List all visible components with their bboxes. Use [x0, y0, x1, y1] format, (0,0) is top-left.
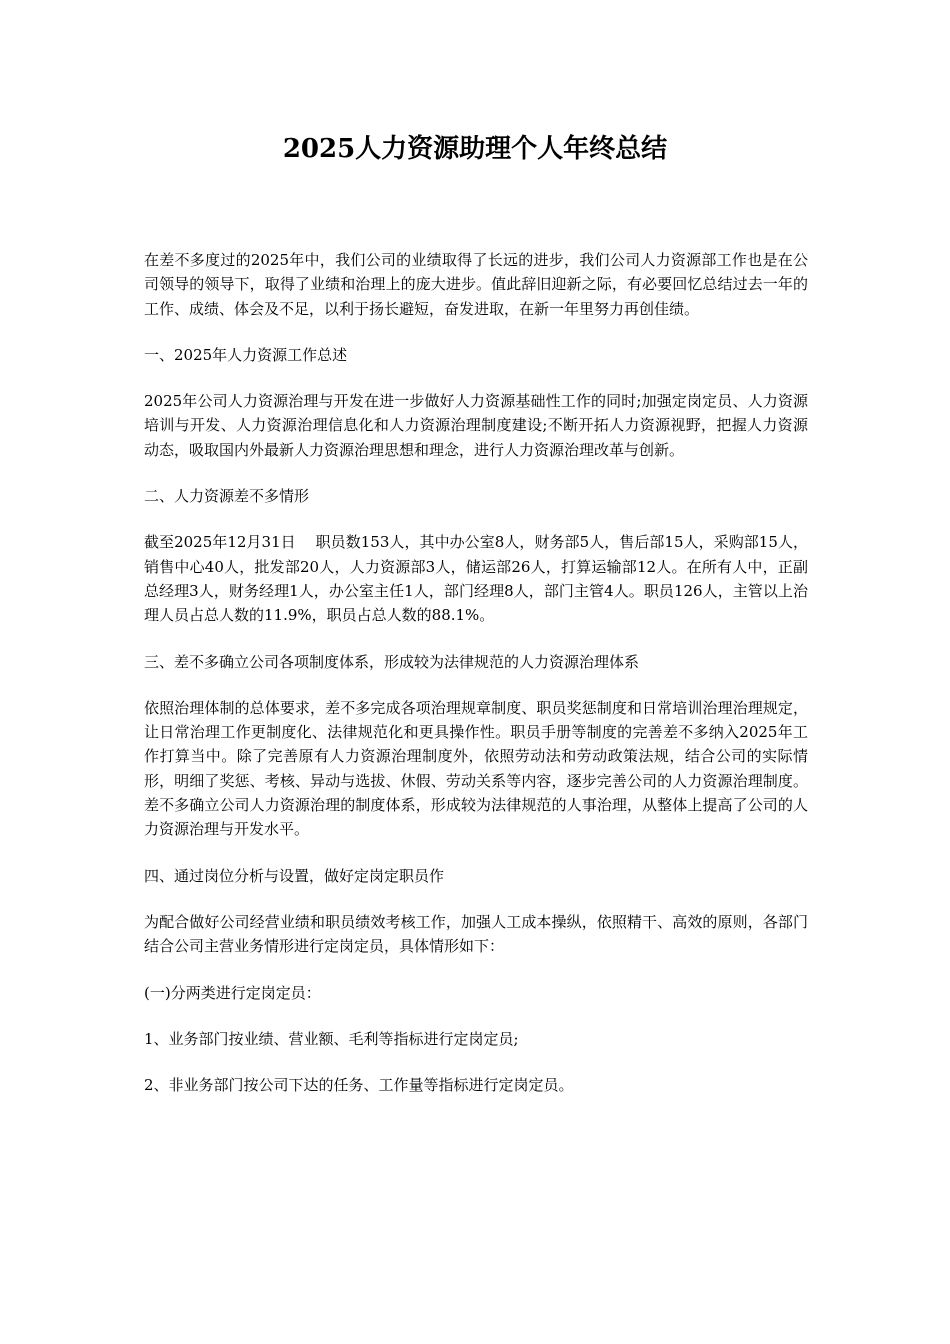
- section-heading-2: 二、人力资源差不多情形: [144, 487, 310, 506]
- subsection-heading: (一)分两类进行定岗定员：: [144, 983, 321, 1002]
- section-4-paragraph: 为配合做好公司经营业绩和职员绩效考核工作，加强人工成本操纵，依照精干、高效的原则，各部门结合公司主营业务情形进行定岗定员，具体情形如下：: [144, 912, 808, 956]
- document-body: [144, 248, 808, 1119]
- section-2-paragraph: 截至2025年12月31日 职员数153人，其中办公室8人，财务部5人，售后部15人，采购部15人，销售中心40人，批发部20人，人力资源部3人，储运部26人，打算运输部12人。在所有人中，正副总经理3人，财务经理1人，办公室主任1人，部门经理8人，部门主管4人。职员126人，主管以上治理人员占总人数的11.9%，职员占总人数的88.1%。: [144, 533, 808, 625]
- section-heading-4: 四、通过岗位分析与设置，做好定岗定职员作: [144, 866, 445, 885]
- section-3-paragraph: 依照治理体制的总体要求，差不多完成各项治理规章制度、职员奖惩制度和日常培训治理治理规定，让日常治理工作更制度化、法律规范化和更具操作性。职员手册等制度的完善差不多纳入2025年工作打算当中。除了完善原有人力资源治理制度外，依照劳动法和劳动政策法规，结合公司的实际情形，明细了奖惩、考核、异动与选拔、休假、劳动关系等内容，逐步完善公司的人力资源治理制度。差不多确立公司人力资源治理的制度体系，形成较为法律规范的人事治理，从整体上提高了公司的人力资源治理与开发水平。: [144, 698, 808, 839]
- section-1-paragraph: 2025年公司人力资源治理与开发在进一步做好人力资源基础性工作的同时;加强定岗定员、人力资源培训与开发、人力资源治理信息化和人力资源治理制度建设;不断开拓人力资源视野，把握人力资源动态，吸取国内外最新人力资源治理思想和理念，进行人力资源治理改革与创新。: [144, 392, 808, 459]
- document-title: 2025人力资源助理个人年终总结: [282, 134, 668, 164]
- list-item: 1、业务部门按业绩、营业额、毛利等指标进行定岗定员;: [144, 1029, 519, 1048]
- intro-paragraph: 在差不多度过的2025年中，我们公司的业绩取得了长远的进步，我们公司人力资源部工作也是在公司领导的领导下，取得了业绩和治理上的庞大进步。值此辞旧迎新之际，有必要回忆总结过去一年的工作、成绩、体会及不足，以利于扬长避短，奋发进取，在新一年里努力再创佳绩。: [144, 251, 808, 318]
- section-heading-3: 三、差不多确立公司各项制度体系，形成较为法律规范的人力资源治理体系: [144, 652, 640, 671]
- section-heading-1: 一、2025年人力资源工作总述: [144, 345, 348, 364]
- list-item: 2、非业务部门按公司下达的任务、工作量等指标进行定岗定员。: [144, 1076, 574, 1095]
